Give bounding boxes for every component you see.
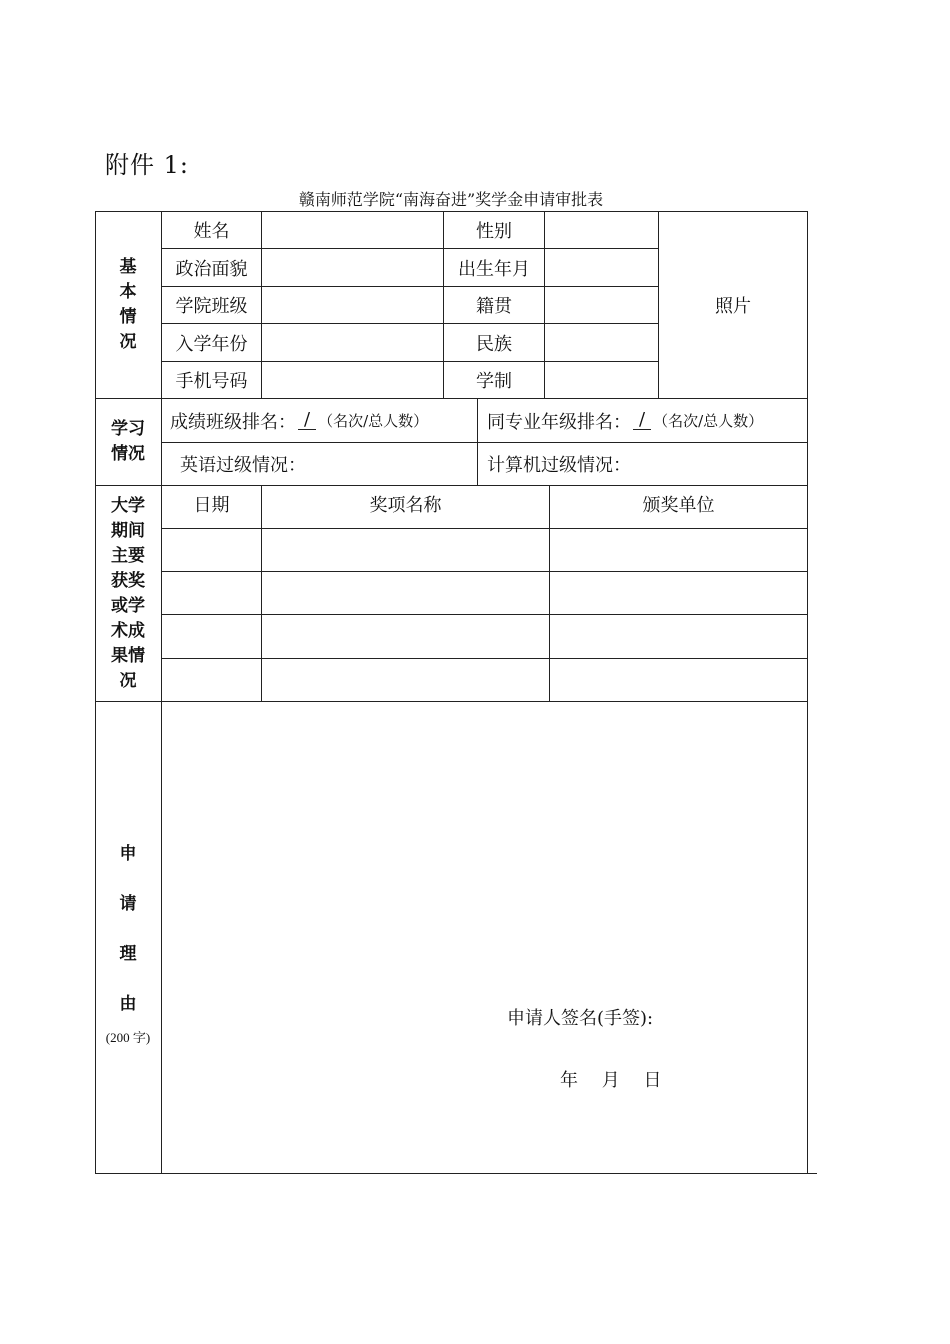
label-gender: 性别 [476,220,512,242]
award-name-cell[interactable] [262,615,549,658]
major-rank-note: （名次/总人数） [653,412,764,430]
english-level-field[interactable] [180,443,477,485]
award-date-cell[interactable] [162,529,261,571]
award-date-cell[interactable] [162,572,261,614]
awards-section-label [95,486,161,701]
study-length-field[interactable] [545,362,658,398]
computer-level-field[interactable] [487,443,807,485]
award-name-cell[interactable] [262,659,549,701]
basic-section-label [95,211,161,398]
birth-date-field[interactable] [545,249,658,286]
reason-text-area[interactable] [162,702,807,1173]
class-rank-row [170,399,477,442]
study-col-line [477,398,478,486]
label-ethnicity: 民族 [476,333,512,355]
name-field[interactable] [262,211,443,248]
award-issuer-cell[interactable] [550,615,807,658]
label-native-place: 籍贯 [476,296,512,317]
border-right [807,211,808,1174]
border-tick [807,1173,817,1174]
political-status-field[interactable] [262,249,443,286]
border-bottom [95,1173,808,1174]
computer-level-label: 计算机过级情况： [487,455,631,476]
signature-label: 申请人签名(手签): [507,1008,654,1029]
award-issuer-cell[interactable] [550,572,807,614]
label-study-length: 学制 [476,371,512,392]
enrollment-year-field[interactable] [262,324,443,361]
reason-section-text: 申请理由 [119,843,137,1014]
native-place-field[interactable] [545,287,658,323]
gender-field[interactable] [545,211,658,248]
label-birth-date: 出生年月 [458,258,530,280]
award-name-cell[interactable] [262,529,549,571]
label-college-class: 学院班级 [175,296,248,317]
attachment-label: 附件 1: [105,151,189,179]
major-rank-label: 同专业年级排名： [487,411,631,433]
awards-section-text: 大学期间主要获奖或学术成果情况 [111,495,145,691]
award-issuer-cell[interactable] [550,659,807,701]
english-level-label: 英语过级情况： [180,455,306,476]
college-class-field[interactable] [262,287,443,323]
form-title: 赣南师范学院“南海奋进”奖学金申请审批表 [298,190,604,209]
award-name-cell[interactable] [262,572,549,614]
reason-word-limit: (200 字) [105,1029,151,1045]
class-rank-value[interactable]: / [298,411,316,430]
photo-label: 照片 [715,295,751,317]
awards-header-issuer: 颁奖单位 [642,495,715,516]
basic-section-text: 基本情况 [119,256,137,352]
label-phone: 手机号码 [175,371,248,392]
award-date-cell[interactable] [162,659,261,701]
phone-field[interactable] [262,362,443,398]
major-rank-value[interactable]: / [633,411,651,430]
major-rank-row [487,399,807,442]
awards-header-date: 日期 [193,495,230,516]
ethnicity-field[interactable] [545,324,658,361]
signature-date-label: 年 月 日 [560,1070,662,1091]
label-enrollment-year: 入学年份 [175,333,248,355]
study-section-text: 学习情况 [111,419,145,464]
label-name: 姓名 [193,220,230,242]
class-rank-label: 成绩班级排名： [170,411,296,433]
study-section-label [95,399,161,485]
award-date-cell[interactable] [162,615,261,658]
class-rank-note: （名次/总人数） [318,412,429,430]
photo-box[interactable] [659,211,807,398]
reason-section-label [95,702,161,1173]
award-issuer-cell[interactable] [550,529,807,571]
label-political-status: 政治面貌 [175,258,248,280]
awards-header-name: 奖项名称 [369,495,442,516]
